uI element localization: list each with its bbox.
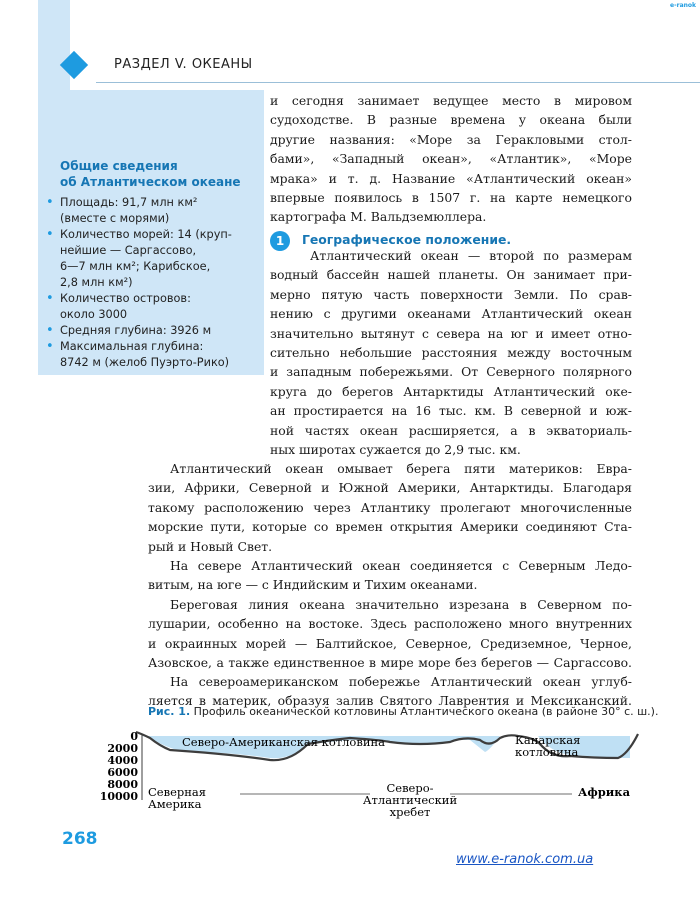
sidebar-title-line: Общие сведения <box>60 159 178 173</box>
basin-east-label: Канарская <box>515 733 581 747</box>
fact-line: 8742 м (желоб Пуэрто-Рико) <box>60 356 230 369</box>
fact-line: • Количество островов: <box>60 292 191 305</box>
text-line: такому расположению через Атлантику пролегают многочисленные <box>148 499 632 515</box>
depth-tick: 10000 <box>99 790 138 803</box>
ridge-label: Атлантический <box>362 793 458 807</box>
fact-line: • Количество морей: 14 (круп- <box>60 228 232 241</box>
fact-line: (вместе с морями) <box>60 212 170 225</box>
sidebar-title-line: об Атлантическом океане <box>60 175 241 189</box>
body-paragraph-coastline <box>148 595 632 673</box>
text-line: Азовское, а также единственное в мире море без берегов — Саргассово. <box>148 655 632 671</box>
fact-line: • Максимальная глубина: <box>60 340 204 353</box>
depth-tick: 0 <box>130 730 138 743</box>
text-line: нению с другими океанами Атлантический океан <box>270 306 632 322</box>
text-line: другие названия: «Море за Геракловыми стол- <box>270 131 632 147</box>
depth-tick: 6000 <box>107 766 138 779</box>
text-line: и сегодня занимает ведущее место в мировом <box>270 93 632 108</box>
ocean-profile-figure <box>90 728 650 828</box>
text-line: и западным побережьями. От Северного полярного <box>270 364 632 380</box>
figure-caption-prefix: Рис. 1. <box>148 705 191 718</box>
text-line: ной частях океан расширяется, а в экваториаль- <box>270 422 632 438</box>
body-paragraph-continents <box>148 459 632 556</box>
fact-item-avg-depth <box>42 323 260 339</box>
depth-tick: 4000 <box>107 754 138 767</box>
text-line: ан простирается на 16 тыс. км. В северной и юж- <box>270 403 632 419</box>
text-line: лушарии, особенно на востоке. Здесь расположено много внутренних <box>148 616 632 632</box>
fact-line: • Средняя глубина: 3926 м <box>60 324 212 337</box>
fact-line: около 3000 <box>60 308 128 321</box>
website-link[interactable]: www.e-ranok.com.ua <box>456 852 594 867</box>
page-number: 268 <box>62 829 98 849</box>
text-line: Атлантический океан омывает берега пяти материков: Евра- <box>170 461 632 476</box>
continent-label-west: Северная <box>148 785 207 799</box>
text-line: бами», «Западный океан», «Атлантик», «Море <box>270 151 632 167</box>
text-line: На североамериканском побережье Атлантический океан углуб- <box>170 674 632 689</box>
figure-caption-text: Профиль океанической котловины Атлантического океана (в районе 30° с. ш.). <box>193 705 659 718</box>
text-line: зии, Африки, Северной и Южной Америки, Антарктиды. Благодаря <box>148 480 632 496</box>
text-line: сительно небольшие расстояния между восточным <box>270 345 632 361</box>
header-rule <box>96 82 700 83</box>
ridge-label: хребет <box>389 805 431 819</box>
text-line: мерно пятую часть поверхности Земли. По срав- <box>270 286 632 302</box>
geography-paragraph <box>270 246 632 459</box>
depth-tick: 8000 <box>107 778 138 791</box>
intro-paragraph <box>270 91 632 227</box>
text-line: значительно вытянут с севера на юг и имеет отно- <box>270 325 632 341</box>
fact-line: нейшие — Саргассово, <box>60 244 197 257</box>
text-line: На севере Атлантический океан соединяется с Северным Ледо- <box>170 558 632 573</box>
text-line: Береговая линия океана значительно изрезана в Северном по- <box>170 597 632 612</box>
body-paragraph-connections <box>148 556 632 595</box>
sidebar-facts-list <box>42 195 260 371</box>
text-line: картографа М. Вальдземюллера. <box>270 209 487 225</box>
text-line: мрака» и т. д. Название «Атлантический океан» <box>270 170 632 186</box>
section-heading: Географическое положение. <box>302 232 512 247</box>
text-line: водный бассейн нашей планеты. Он занимает при- <box>270 267 632 283</box>
fact-line: • Площадь: 91,7 млн км² <box>60 196 198 209</box>
fact-item-area <box>42 195 260 227</box>
continent-label-east: Африка <box>578 785 631 799</box>
fact-line: 2,8 млн км²) <box>60 276 133 289</box>
sidebar-title <box>60 158 260 190</box>
text-line: судоходстве. В разные времена у океана были <box>270 112 632 128</box>
text-line: круга до берегов Антарктиды Атлантический оке- <box>270 383 632 399</box>
text-line: и окраинных морей — Балтийское, Северное, Средиземное, Черное, <box>148 635 632 651</box>
text-line: Атлантический океан — второй по размерам <box>310 248 632 263</box>
text-line: ных широтах сужается до 2,9 тыс. км. <box>270 442 521 458</box>
fact-item-islands <box>42 291 260 323</box>
section-title: РАЗДЕЛ V. ОКЕАНЫ <box>114 57 253 72</box>
corner-logo: e-ranok <box>670 2 696 9</box>
header-band <box>38 0 70 90</box>
continent-label-west: Америка <box>148 797 202 811</box>
basin-east-label: котловина <box>515 745 579 759</box>
figure-caption <box>148 705 668 718</box>
ridge-label: Северо- <box>386 781 434 795</box>
text-line: впервые появилось в 1507 г. на карте немецкого <box>270 190 632 206</box>
text-line: рый и Новый Свет. <box>148 538 273 554</box>
depth-tick: 2000 <box>107 742 138 755</box>
section-number-badge: 1 <box>270 231 290 251</box>
basin-west-label: Северо-Американская котловина <box>182 735 386 749</box>
text-line: витым, на юге — с Индийским и Тихим океанами. <box>148 577 478 593</box>
fact-line: 6—7 млн км²; Карибское, <box>60 260 211 273</box>
text-line: морские пути, которые со времен открытия Америки соединяют Ста- <box>148 519 632 535</box>
fact-item-max-depth <box>42 339 260 371</box>
fact-item-seas <box>42 227 260 291</box>
text-line: ляется в материк, образуя залив Святого Лаврентия и Мексиканский. <box>148 693 632 709</box>
